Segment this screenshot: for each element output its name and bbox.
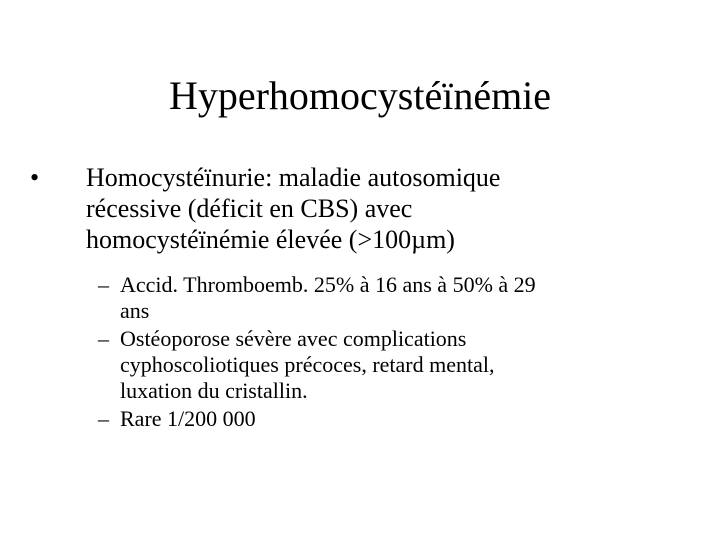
main-bullet-line-2: récessive (déficit en CBS) avec <box>86 194 413 223</box>
main-bullet-line-3: homocystéïnémie élevée (>100µm) <box>86 225 455 254</box>
sub-bullet-line: Ostéoporose sévère avec complications <box>120 326 467 351</box>
sub-bullet-list <box>98 272 680 434</box>
sub-bullet-thromboembolism <box>98 272 680 324</box>
sub-bullet-line: cyphoscoliotiques précoces, retard mental, <box>120 352 495 377</box>
dash-marker: – <box>98 272 109 297</box>
sub-bullet-line: Rare 1/200 000 <box>120 406 256 431</box>
main-bullet <box>30 162 666 255</box>
slide-title: Hyperhomocystéïnémie <box>168 73 552 118</box>
sub-bullet-rare <box>98 406 680 432</box>
bullet-marker: • <box>30 163 40 192</box>
dash-marker: – <box>98 406 109 431</box>
sub-bullet-line: ans <box>120 298 150 323</box>
dash-marker: – <box>98 326 109 351</box>
main-bullet-line-1: Homocystéïnurie: maladie autosomique <box>86 163 501 192</box>
sub-bullet-line: Accid. Thromboemb. 25% à 16 ans à 50% à 29 <box>120 272 536 297</box>
sub-bullet-line: luxation du cristallin. <box>120 378 308 403</box>
sub-bullet-osteoporosis <box>98 326 680 404</box>
